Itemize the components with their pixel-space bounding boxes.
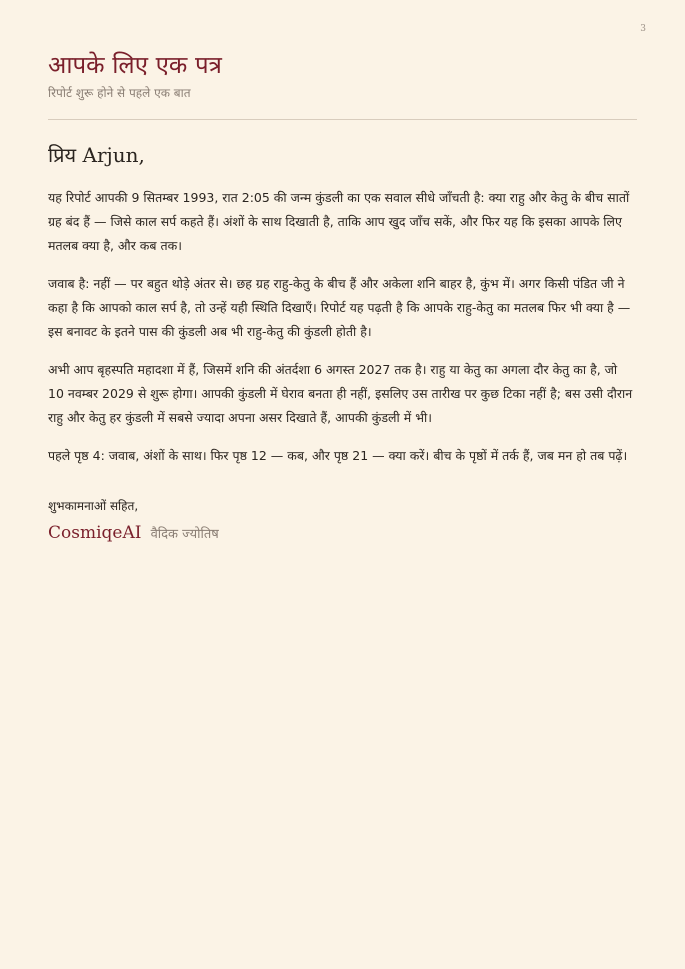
letter-body	[48, 140, 637, 548]
page-subtitle: रिपोर्ट शुरू होने से पहले एक बात	[48, 86, 191, 100]
paragraph-answer: जवाब है: नहीं — पर बहुत थोड़े अंतर से। छह ग्रह राहु-केतु के बीच हैं और अकेला शनि बाहर है, कुंभ में। अगर किसी पंडित जी ने कहा है कि आपको काल सर्प है, तो उन्हें यही स्थिति दिखाएँ। रिपोर्ट यह पढ़ती है कि आपके राहु-केतु का मतलब फिर भी क्या है — इस बनावट के इतने पास की कुंडली अब भी राहु-केतु की कुंडली होती है।	[48, 276, 631, 339]
signature	[48, 520, 637, 548]
paragraph-reading-guide: पहले पृष्ठ 4: जवाब, अंशों के साथ। फिर पृष्ठ 12 — कब, और पृष्ठ 21 — क्या करें। बीच के पृष्ठों में तर्क हैं, जब मन हो तब पढ़ें।	[48, 448, 628, 463]
signature-brand: CosmiqeAI	[48, 523, 142, 543]
signature-tag: वैदिक ज्योतिष	[150, 527, 219, 542]
page-title: आपके लिए एक पत्र	[48, 51, 222, 79]
header-divider	[48, 119, 637, 120]
paragraph-timing: अभी आप बृहस्पति महादशा में हैं, जिसमें शनि की अंतर्दशा 6 अगस्त 2027 तक है। राहु या केतु का अगला दौर केतु का है, जो 10 नवम्बर 2029 से शुरू होगा। आपकी कुंडली में घेराव बनता ही नहीं, इसलिए उस तारीख पर कुछ टिका नहीं है; बस उसी दौरान राहु और केतु हर कुंडली में सबसे ज्यादा अपना असर दिखाते हैं, आपकी कुंडली में भी।	[48, 362, 633, 425]
letter-header	[48, 48, 637, 102]
closing-line: शुभकामनाओं सहित,	[48, 499, 139, 513]
paragraph-intro: यह रिपोर्ट आपकी 9 सितम्बर 1993, रात 2:05 की जन्म कुंडली का एक सवाल सीधे जाँचती है: क्या राहु और केतु के बीच सातों ग्रह बंद हैं — जिसे काल सर्प कहते हैं। अंशों के साथ दिखाती है, ताकि आप खुद जाँच सकें, और फिर यह कि इसका आपके लिए मतलब क्या है, और कब तक।	[48, 190, 630, 253]
salutation: प्रिय Arjun,	[48, 143, 145, 167]
page-number: 3	[640, 24, 646, 34]
